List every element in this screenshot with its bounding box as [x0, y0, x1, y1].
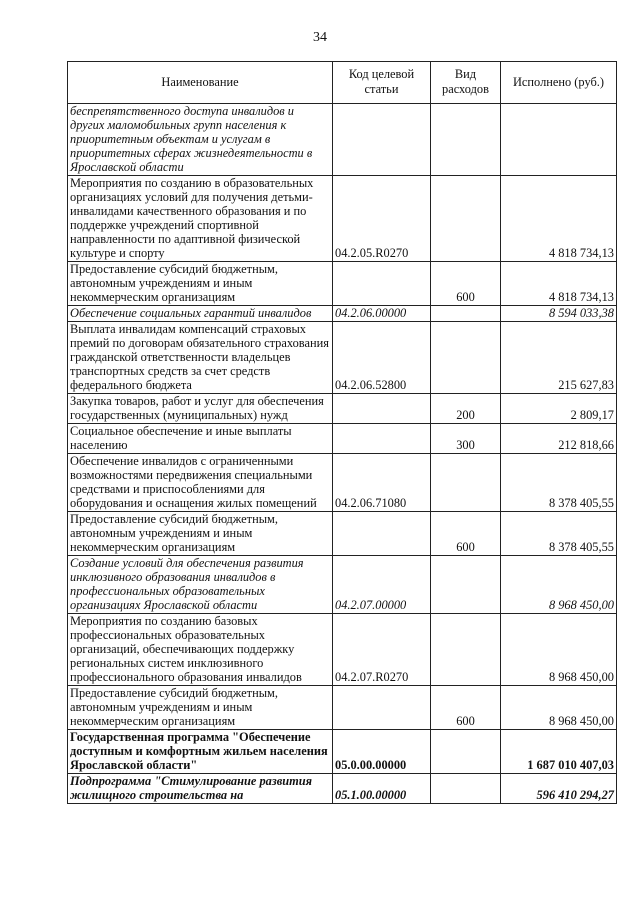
row-code-cell: 04.2.07.R0270	[333, 614, 431, 686]
table-row	[68, 424, 617, 454]
budget-execution-table	[67, 61, 617, 804]
row-kind-cell: 600	[431, 262, 501, 306]
row-kind-cell: 600	[431, 512, 501, 556]
row-name-cell: Обеспечение социальных гарантий инвалидов	[68, 306, 333, 322]
row-code-cell	[333, 394, 431, 424]
row-kind-cell	[431, 454, 501, 512]
table-row	[68, 556, 617, 614]
table-row	[68, 614, 617, 686]
row-kind-cell	[431, 730, 501, 774]
header-kind: Вид расходов	[431, 62, 501, 104]
row-name-cell: Государственная программа "Обеспечение доступным и комфортным жильем населения Ярославской области"	[68, 730, 333, 774]
header-name: Наименование	[68, 62, 333, 104]
row-code-cell	[333, 104, 431, 176]
row-code-cell	[333, 686, 431, 730]
row-name-cell: Закупка товаров, работ и услуг для обеспечения государственных (муниципальных) нужд	[68, 394, 333, 424]
row-sum-cell: 8 968 450,00	[501, 556, 617, 614]
row-kind-cell: 200	[431, 394, 501, 424]
row-sum-cell: 215 627,83	[501, 322, 617, 394]
table-row	[68, 730, 617, 774]
table-row	[68, 262, 617, 306]
row-name-cell: Социальное обеспечение и иные выплаты населению	[68, 424, 333, 454]
row-kind-cell	[431, 306, 501, 322]
row-kind-cell	[431, 322, 501, 394]
row-kind-cell	[431, 176, 501, 262]
row-code-cell: 04.2.06.52800	[333, 322, 431, 394]
table-row	[68, 686, 617, 730]
table-row	[68, 306, 617, 322]
row-sum-cell: 4 818 734,13	[501, 176, 617, 262]
row-kind-cell: 600	[431, 686, 501, 730]
row-name-cell: Мероприятия по созданию в образовательных организациях условий для получения детьми-инвалидами качественного образования и по поддержке учреждений спортивной направленности по адаптивной физической культуре и спорту	[68, 176, 333, 262]
row-name-cell: беспрепятственного доступа инвалидов и других маломобильных групп населения к приоритетным объектам и услугам в приоритетных сферах жизнедеятельности в Ярославской области	[68, 104, 333, 176]
row-name-cell: Подпрограмма "Стимулирование развития жилищного строительства на	[68, 774, 333, 804]
row-sum-cell: 1 687 010 407,03	[501, 730, 617, 774]
row-name-cell: Мероприятия по созданию базовых профессиональных образовательных организаций, обеспечивающих поддержку региональных систем инклюзивного профессионального образования инвалидов	[68, 614, 333, 686]
row-sum-cell: 212 818,66	[501, 424, 617, 454]
row-name-cell: Предоставление субсидий бюджетным, автономным учреждениям и иным некоммерческим организациям	[68, 512, 333, 556]
row-name-cell: Обеспечение инвалидов с ограниченными возможностями передвижения специальными средствами и приспособлениями для оборудования и оснащения жилых помещений	[68, 454, 333, 512]
table-row	[68, 176, 617, 262]
page-number: 34	[313, 30, 327, 45]
row-name-cell: Предоставление субсидий бюджетным, автономным учреждениям и иным некоммерческим организациям	[68, 686, 333, 730]
table-row	[68, 512, 617, 556]
table-row	[68, 774, 617, 804]
row-kind-cell	[431, 614, 501, 686]
row-sum-cell: 8 968 450,00	[501, 614, 617, 686]
row-sum-cell: 4 818 734,13	[501, 262, 617, 306]
header-sum: Исполнено (руб.)	[501, 62, 617, 104]
row-sum-cell: 8 378 405,55	[501, 454, 617, 512]
table-row	[68, 454, 617, 512]
row-code-cell: 05.1.00.00000	[333, 774, 431, 804]
row-name-cell: Создание условий для обеспечения развития инклюзивного образования инвалидов в профессиональных образовательных организациях Ярославской области	[68, 556, 333, 614]
row-sum-cell	[501, 104, 617, 176]
row-code-cell	[333, 424, 431, 454]
row-code-cell: 04.2.06.00000	[333, 306, 431, 322]
row-name-cell: Предоставление субсидий бюджетным, автономным учреждениям и иным некоммерческим организациям	[68, 262, 333, 306]
row-sum-cell: 596 410 294,27	[501, 774, 617, 804]
row-kind-cell	[431, 104, 501, 176]
row-code-cell: 04.2.07.00000	[333, 556, 431, 614]
header-code: Код целевой статьи	[333, 62, 431, 104]
table-header-row	[68, 62, 617, 104]
row-kind-cell	[431, 556, 501, 614]
row-code-cell: 05.0.00.00000	[333, 730, 431, 774]
row-kind-cell	[431, 774, 501, 804]
row-code-cell	[333, 262, 431, 306]
row-kind-cell: 300	[431, 424, 501, 454]
row-name-cell: Выплата инвалидам компенсаций страховых премий по договорам обязательного страхования гражданской ответственности владельцев транспортных средств за счет средств федерального бюджета	[68, 322, 333, 394]
row-code-cell: 04.2.05.R0270	[333, 176, 431, 262]
table-row	[68, 104, 617, 176]
row-sum-cell: 8 594 033,38	[501, 306, 617, 322]
row-code-cell	[333, 512, 431, 556]
row-sum-cell: 8 378 405,55	[501, 512, 617, 556]
row-sum-cell: 8 968 450,00	[501, 686, 617, 730]
row-code-cell: 04.2.06.71080	[333, 454, 431, 512]
table-row	[68, 322, 617, 394]
row-sum-cell: 2 809,17	[501, 394, 617, 424]
table-row	[68, 394, 617, 424]
